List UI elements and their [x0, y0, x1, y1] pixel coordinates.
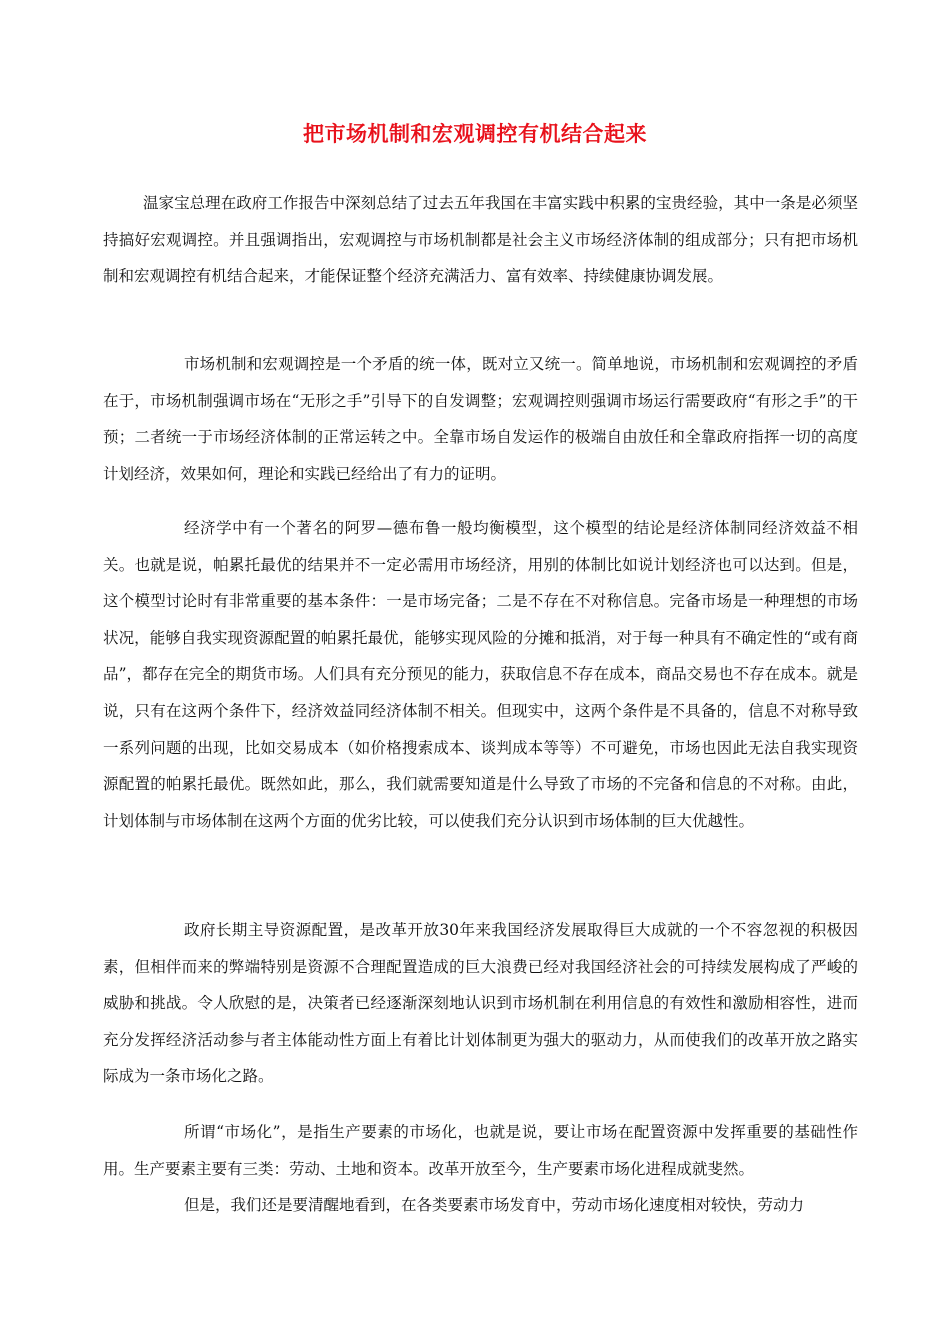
- paragraph-5: 所谓“市场化”，是指生产要素的市场化，也就是说，要让市场在配置资源中发挥重要的基础性作用。生产要素主要有三类：劳动、土地和资本。改革开放至今，生产要素市场化进程成就斐然。: [103, 1123, 858, 1178]
- document-title: 把市场机制和宏观调控有机结合起来: [303, 121, 647, 146]
- paragraph-6: 但是，我们还是要清醒地看到，在各类要素市场发育中，劳动市场化速度相对较快，劳动力: [184, 1196, 805, 1214]
- paragraph-3: 经济学中有一个著名的阿罗—德布鲁一般均衡模型，这个模型的结论是经济体制同经济效益不相关。也就是说，帕累托最优的结果并不一定必需用市场经济，用别的体制比如说计划经济也可以达到。但是，这个模型讨论时有非常重要的基本条件：一是市场完备；二是不存在不对称信息。完备市场是一种理想的市场状况，能够自我实现资源配置的帕累托最优，能够实现风险的分摊和抵消，对于每一种具有不确定性的“或有商品”，都存在完全的期货市场。人们具有充分预见的能力，获取信息不存在成本，商品交易也不存在成本。就是说，只有在这两个条件下，经济效益同经济体制不相关。但现实中，这两个条件是不具备的，信息不对称导致一系列问题的出现，比如交易成本（如价格搜索成本、谈判成本等等）不可避免，市场也因此无法自我实现资源配置的帕累托最优。既然如此，那么，我们就需要知道是什么导致了市场的不完备和信息的不对称。由此，计划体制与市场体制在这两个方面的优劣比较，可以使我们充分认识到市场体制的巨大优越性。: [103, 519, 858, 830]
- paragraph-2: 市场机制和宏观调控是一个矛盾的统一体，既对立又统一。简单地说，市场机制和宏观调控的矛盾在于，市场机制强调市场在“无形之手”引导下的自发调整；宏观调控则强调市场运行需要政府“有形之手”的干预；二者统一于市场经济体制的正常运转之中。全靠市场自发运作的极端自由放任和全靠政府指挥一切的高度计划经济，效果如何，理论和实践已经给出了有力的证明。: [103, 355, 858, 483]
- paragraph-4: 政府长期主导资源配置，是改革开放30年来我国经济发展取得巨大成就的一个不容忽视的积极因素，但相伴而来的弊端特别是资源不合理配置造成的巨大浪费已经对我国经济社会的可持续发展构成了严峻的威胁和挑战。令人欣慰的是，决策者已经逐渐深刻地认识到市场机制在利用信息的有效性和激励相容性，进而充分发挥经济活动参与者主体能动性方面上有着比计划体制更为强大的驱动力，从而使我们的改革开放之路实际成为一条市场化之路。: [103, 921, 858, 1086]
- paragraph-1: 温家宝总理在政府工作报告中深刻总结了过去五年我国在丰富实践中积累的宝贵经验，其中一条是必须坚持搞好宏观调控。并且强调指出，宏观调控与市场机制都是社会主义市场经济体制的组成部分；只有把市场机制和宏观调控有机结合起来，才能保证整个经济充满活力、富有效率、持续健康协调发展。: [103, 194, 858, 286]
